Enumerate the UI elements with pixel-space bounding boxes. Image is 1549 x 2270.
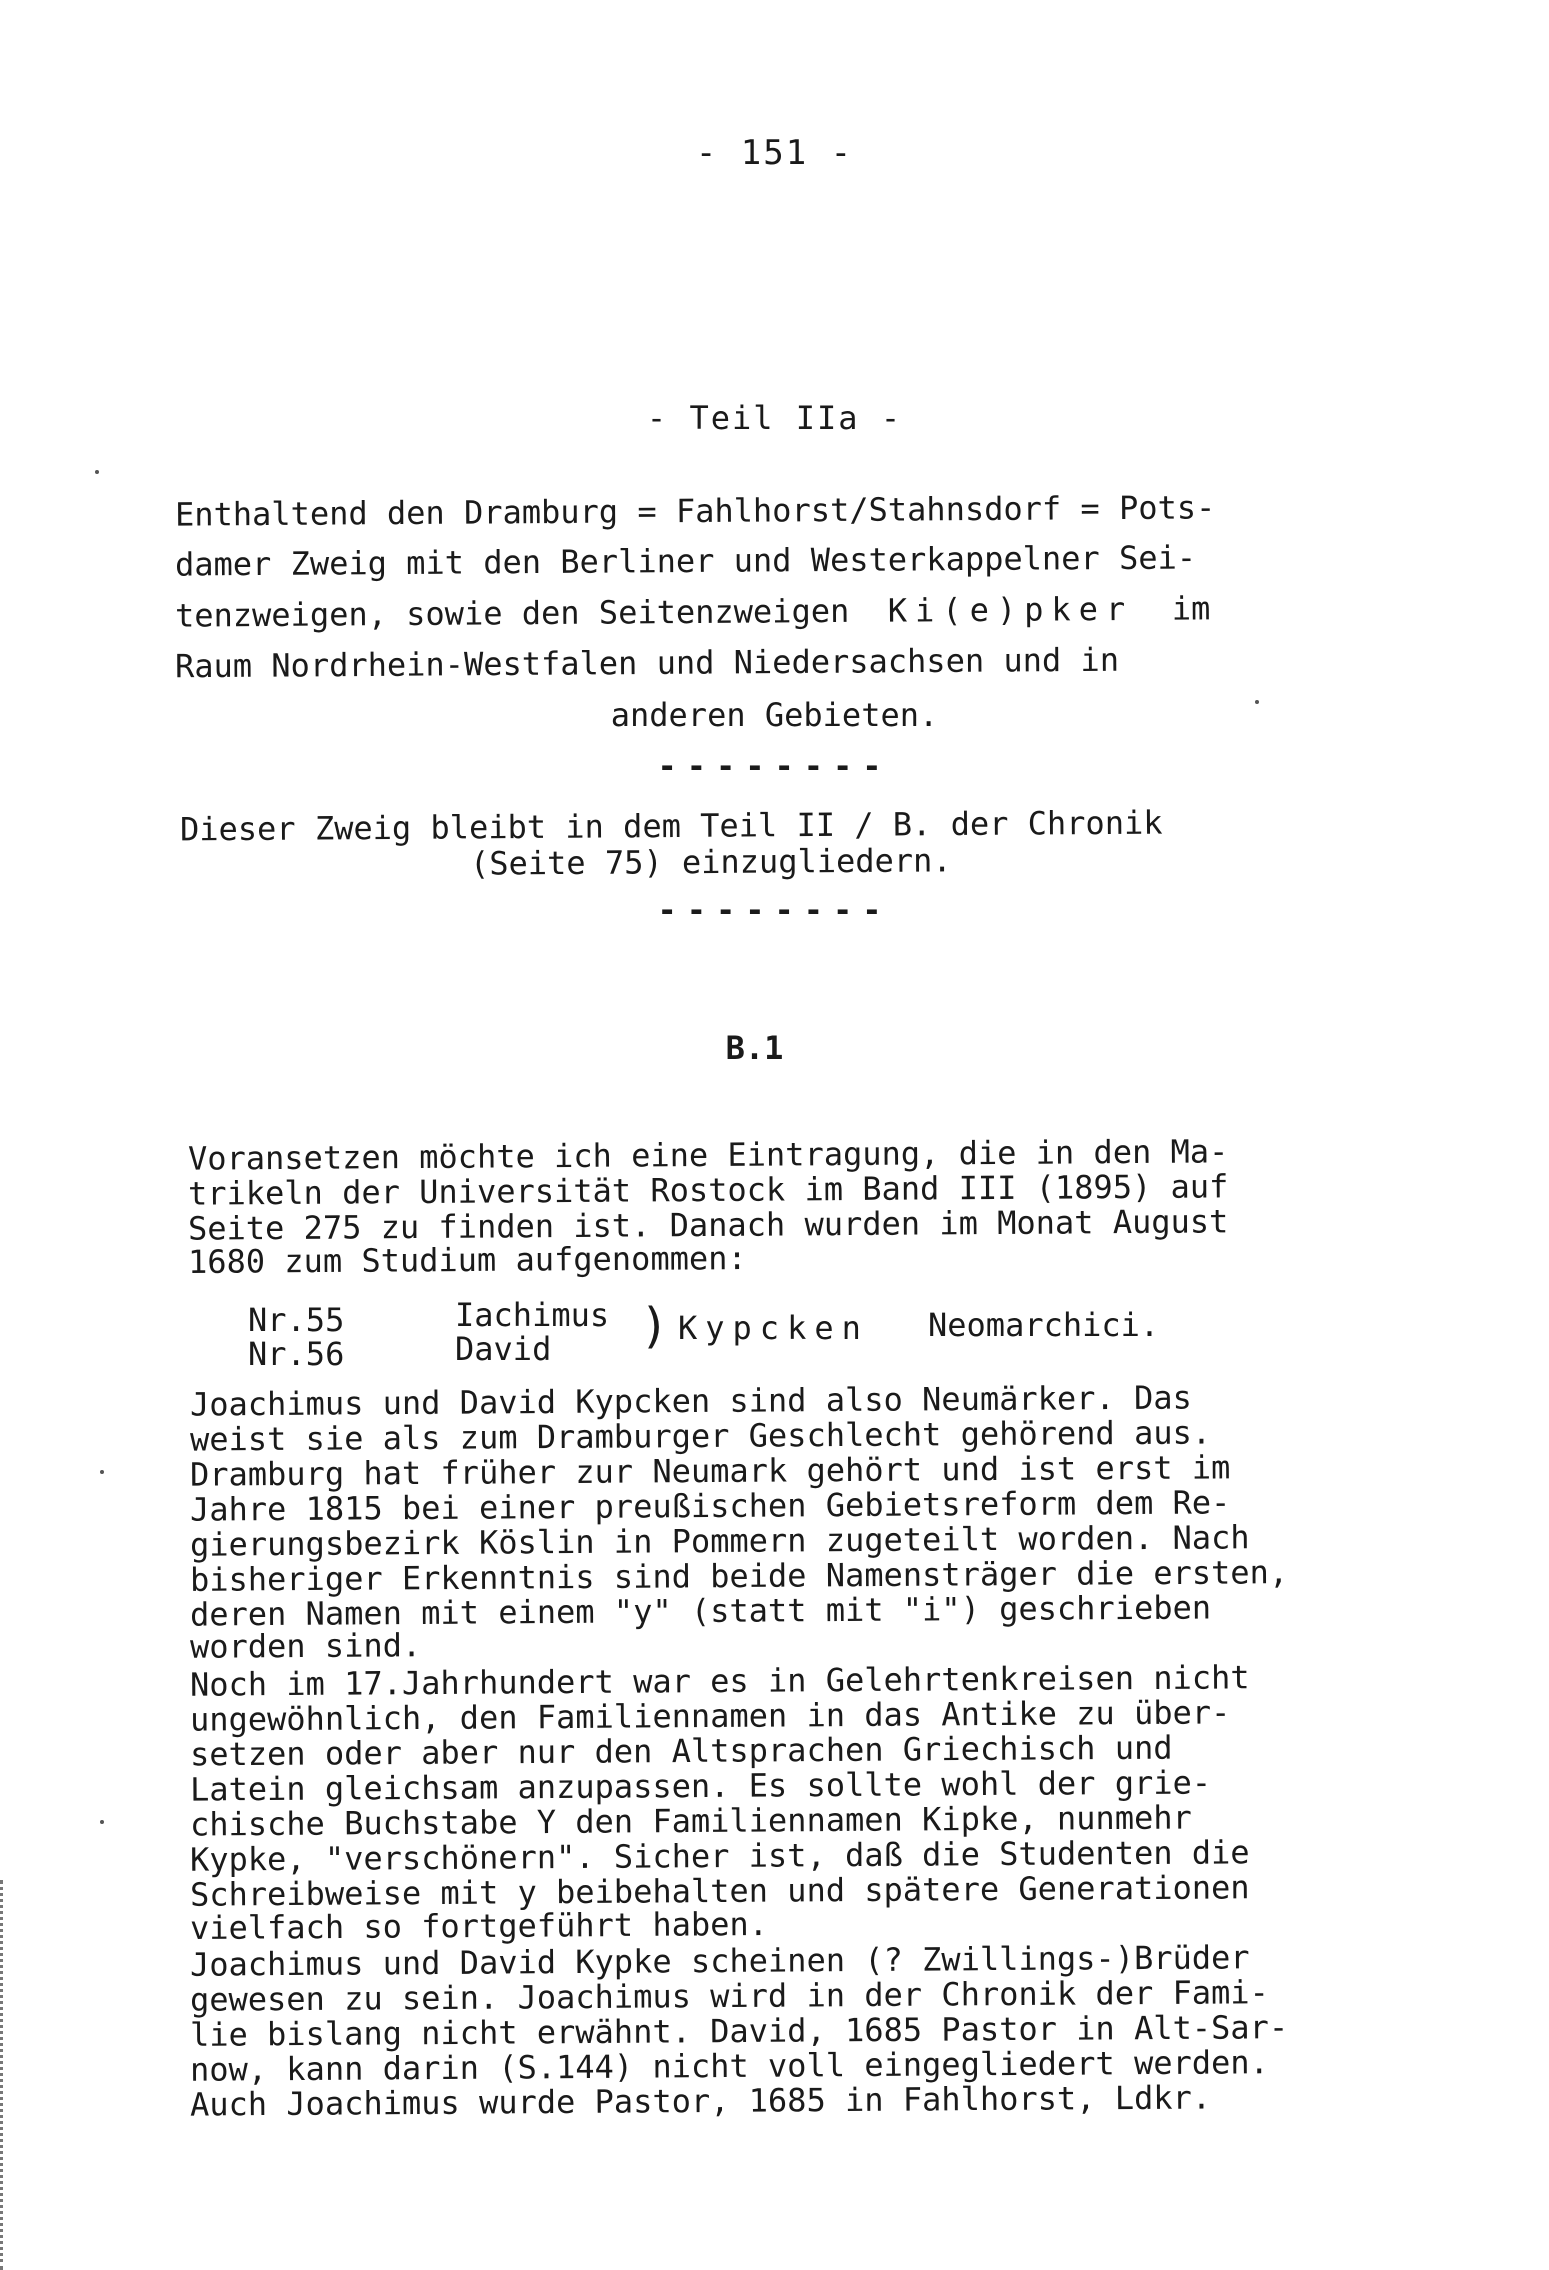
intro-im: im bbox=[1171, 589, 1211, 628]
entry-number: Nr.55 bbox=[248, 1301, 345, 1339]
paragraph-line: worden sind. bbox=[189, 1626, 422, 1666]
paragraph-line: Latein gleichsam anzupassen. Es sollte wohl der grie- bbox=[189, 1763, 1212, 1809]
page-number: - 151 - bbox=[695, 133, 854, 173]
paragraph-line: weist sie als zum Dramburger Geschlecht gehörend aus. bbox=[189, 1413, 1212, 1459]
paragraph-line: Seite 275 zu finden ist. Danach wurden im Monat August bbox=[187, 1202, 1229, 1248]
spaced-surname: Ki(e)pker bbox=[887, 589, 1134, 630]
paragraph-line: setzen oder aber nur den Altsprachen Griechisch und bbox=[189, 1728, 1173, 1774]
entry-name: David bbox=[455, 1330, 552, 1368]
section-heading: - Teil IIa - bbox=[646, 399, 903, 437]
paragraph-line: Jahre 1815 bei einer preußischen Gebietsreform dem Re- bbox=[189, 1483, 1231, 1529]
intro-last-line: anderen Gebieten. bbox=[610, 696, 939, 734]
dash-separator: -------- bbox=[657, 747, 892, 785]
paragraph-line: Schreibweise mit y beibehalten und spätere Generationen bbox=[189, 1868, 1250, 1914]
scan-speck bbox=[100, 1820, 104, 1824]
paragraph-line: Joachimus und David Kypke scheinen (? Zwillings-)Brüder bbox=[189, 1938, 1250, 1984]
intro-line: Raum Nordrhein-Westfalen und Niedersachsen und in bbox=[174, 640, 1120, 686]
subsection-heading: B.1 bbox=[725, 1029, 784, 1067]
paragraph-line: Joachimus und David Kypcken sind also Neumärker. Das bbox=[189, 1378, 1192, 1424]
paragraph-line: bisheriger Erkenntnis sind beide Namensträger die ersten, bbox=[189, 1553, 1289, 1599]
intro-line-text: tenzweigen, sowie den Seitenzweigen bbox=[174, 591, 850, 635]
paragraph-line: now, kann darin (S.144) nicht voll eingegliedert werden. bbox=[189, 2043, 1269, 2089]
dash-separator: -------- bbox=[657, 891, 892, 929]
paragraph-line: chische Buchstabe Y den Familiennamen Kipke, nunmehr bbox=[189, 1798, 1192, 1844]
scan-speck bbox=[100, 1470, 104, 1474]
paragraph-line: deren Namen mit einem "y" (statt mit "i") geschrieben bbox=[189, 1588, 1212, 1634]
paragraph-line: gierungsbezirk Köslin in Pommern zugeteilt worden. Nach bbox=[189, 1518, 1250, 1564]
scan-margin-artifact bbox=[0, 1880, 9, 2270]
entry-name: Iachimus bbox=[455, 1296, 610, 1334]
intro-line: damer Zweig mit den Berliner und Westerkappelner Sei- bbox=[174, 538, 1197, 584]
scan-speck bbox=[95, 470, 99, 474]
intro-line: Enthaltend den Dramburg = Fahlhorst/Stahnsdorf = Pots- bbox=[174, 488, 1216, 534]
paragraph-line: Auch Joachimus wurde Pastor, 1685 in Fahlhorst, Ldkr. bbox=[189, 2078, 1212, 2124]
entry-suffix: Neomarchici. bbox=[928, 1306, 1160, 1344]
paragraph-line: ungewöhnlich, den Familiennamen in das Antike zu über- bbox=[189, 1693, 1231, 1739]
paragraph-line: Voransetzen möchte ich eine Eintragung, die in den Ma- bbox=[187, 1132, 1229, 1178]
intro-line bbox=[175, 590, 1211, 633]
scan-speck bbox=[1255, 700, 1259, 704]
entry-surname: Kypcken bbox=[678, 1309, 869, 1347]
paragraph-line: trikeln der Universität Rostock im Band III (1895) auf bbox=[187, 1167, 1229, 1213]
paragraph-line: gewesen zu sein. Joachimus wird in der Chronik der Fami- bbox=[189, 1973, 1269, 2019]
entry-number: Nr.56 bbox=[248, 1335, 345, 1373]
paragraph-line: Dramburg hat früher zur Neumark gehört und ist erst im bbox=[189, 1448, 1231, 1494]
paragraph-line: Noch im 17.Jahrhundert war es in Gelehrtenkreisen nicht bbox=[189, 1658, 1250, 1704]
paragraph-line: lie bislang nicht erwähnt. David, 1685 Pastor in Alt-Sar- bbox=[189, 2008, 1289, 2054]
paragraph-line: Kypke, "verschönern". Sicher ist, daß die Studenten die bbox=[189, 1833, 1250, 1879]
entry-brace: ) bbox=[640, 1298, 669, 1354]
note-line: Dieser Zweig bleibt in dem Teil II / B. der Chronik bbox=[179, 803, 1163, 849]
paragraph-line: 1680 zum Studium aufgenommen: bbox=[187, 1239, 747, 1281]
paragraph-line: vielfach so fortgeführt haben. bbox=[189, 1904, 769, 1948]
note-line: (Seite 75) einzugliedern. bbox=[469, 841, 952, 883]
